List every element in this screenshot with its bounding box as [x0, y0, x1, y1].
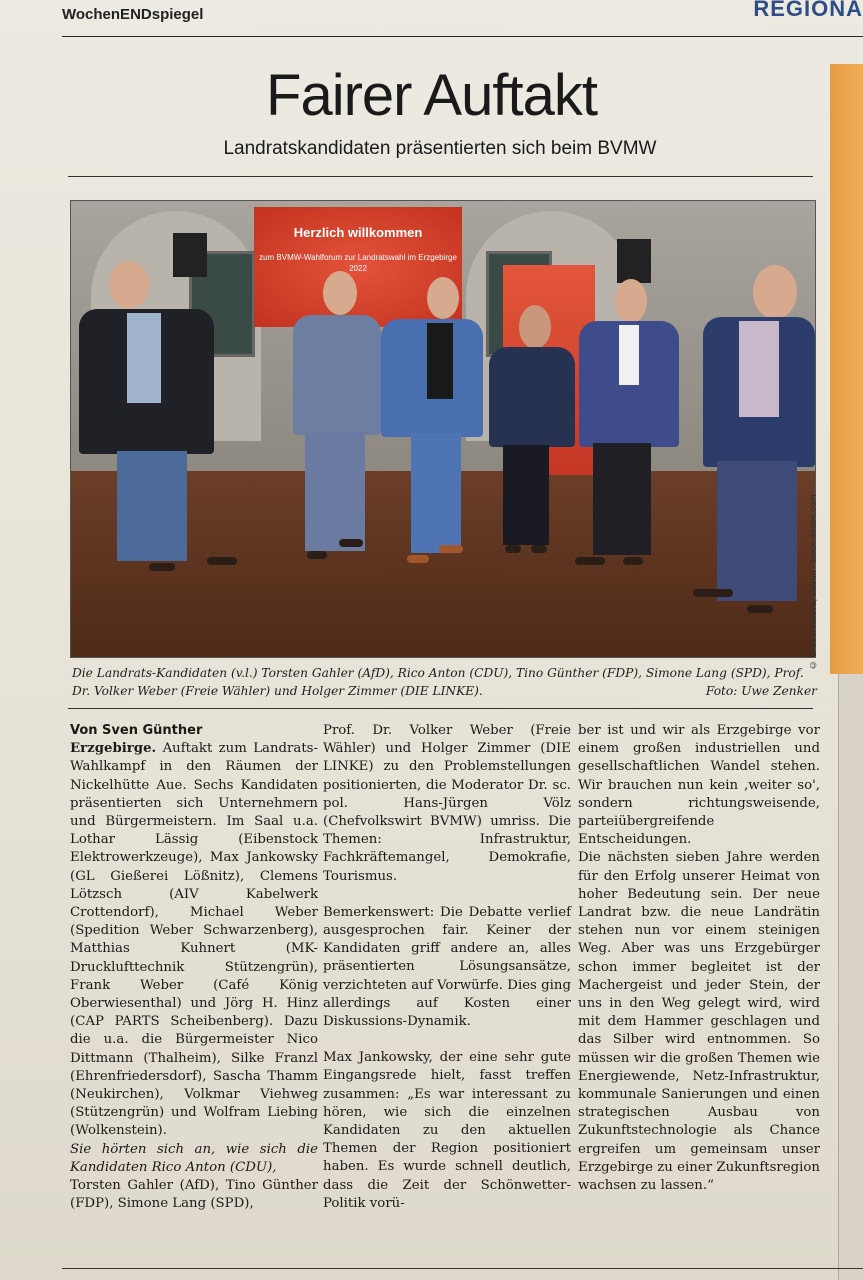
bottom-rule — [62, 1268, 863, 1269]
photo-credit: Foto: Uwe Zenker — [705, 684, 817, 698]
article-paragraph: Prof. Dr. Volker Weber (Freie Wähler) und Holger Zimmer (DIE LINKE) zu den Problemstellungen positionierten, die Moderator Dr. sc. pol. Hans-Jürgen Völz (Chefvolkswirt BVMW) umriss. Die Themen: Infrastruktur, Fachkräftemangel, Demokrafie, Tourismus. — [323, 723, 571, 884]
headline-rule — [68, 176, 813, 177]
article-column-3 — [578, 722, 820, 1195]
page-edge — [838, 674, 863, 1280]
article-paragraph: Bemerkenswert: Die Debatte verlief ausgesprochen fair. Keiner der Kandidaten griff andere an, alles präsentierten Lösungsansätze, verzichteten auf Vorwürfe. Dies ging allerdings auf Kosten einer Diskussions-Dynamik. — [323, 904, 571, 1030]
loudspeaker — [173, 233, 207, 277]
article-paragraph: Die nächsten sieben Jahre werden für den Erfolg unserer Heimat von hoher Bedeutung sein. Der neue Landrat bzw. die neue Landrätin stehen nun vor einem steinigen Weg. Aber was uns Erzgebürger schon immer begleitet ist der Machergeist und jeder Stein, der uns in den Weg gelegt wird, wird mit dem Hammer geschlagen und das Silber wird entnommen. So müssen wir die großen Themen wie Energiewende, Netz-Infrastruktur, kommunale Sanierungen und einen strategischen Ausbau von Zukunftstechnologie als Chance ergreifen um gemeinsam unser Erzgebirge zu einer Zukunftsregion wachsen zu lassen.“ — [578, 850, 820, 1194]
byline: Von Sven Günther — [70, 723, 203, 738]
photo-caption — [72, 664, 817, 700]
article-headline: Fairer Auftakt — [266, 63, 597, 128]
article-paragraph: ber ist und wir als Erzgebirge vor einem großen industriellen und gesellschaftlichen Wandel stehen. Wir brauchen nun kein ‚weiter so', sondern richtungsweisende, parteiübergreifende Entscheidungen. — [578, 723, 820, 848]
page-header — [62, 0, 863, 37]
article-paragraph: Sie hörten sich an, wie sich die Kandidaten Rico Anton (CDU), — [70, 1141, 318, 1175]
loudspeaker — [617, 239, 651, 283]
screen-title: Herzlich willkommen — [293, 225, 423, 240]
paragraph-gap — [323, 886, 571, 904]
article-photo — [70, 200, 816, 658]
screen-text: zum BVMW-Wahlforum zur Landratswahl im Erzgebirge 2022 — [259, 253, 457, 273]
masthead: WochenENDspiegel — [62, 6, 204, 23]
paragraph-text: Auftakt zum Landrats-Wahlkampf in den Räumen der Nickelhütte Aue. Sechs Kandidaten präsentierten sich Unternehmern und Bürgermeistern. Im Saal u.a. Lothar Lässig (Eibenstock Elektrowerkzeuge), Max Jankowsky (GL Gießerei Lößnitz), Clemens Lötzsch (AIV Kabelwerk Crottendorf), Michael Weber (Spedition Weber Schwarzenberg), Matthias Kuhnert (MK-Drucklufttechnik Stützengrün), Frank Weber (Café König Oberwiesenthal) und Jörg H. Hinz (CAP PARTS Scheibenberg). Dazu die u.a. die Bürgermeister Nico Dittmann (Thalheim), Silke Franzl (Ehrenfriedersdorf), Sascha Thamm (Neukirchen), Volkmar Viehweg (Stützengrün) und Wolfram Liebing (Wolkenstein). — [70, 741, 318, 1139]
article-paragraph: Max Jankowsky, der eine sehr gute Eingangsrede hielt, fasst treffen zusammen: „Es war interessant zu hören, wie sich die einzelnen Kandidaten zu den aktuellen Themen der Region positioniert haben. Es wurde schnell deutlich, dass die Zeit der Schönwetter-Politik vorü- — [323, 1050, 571, 1211]
article-paragraph — [70, 740, 318, 1140]
paragraph-gap — [323, 1031, 571, 1049]
stock-photo-credit: © Grebennikova, slavun - stock.adobe.com — [808, 494, 818, 670]
article-subheadline: Landratskandidaten präsentierten sich beim BVMW — [223, 138, 657, 159]
article-paragraph: Torsten Gahler (AfD), Tino Günther (FDP), Simone Lang (SPD), — [70, 1178, 318, 1212]
section-label: REGIONA — [753, 0, 863, 21]
caption-rule — [68, 708, 813, 709]
article-column-2 — [323, 722, 571, 1213]
caption-text: Die Landrats-Kandidaten (v.l.) Torsten Gahler (AfD), Rico Anton (CDU), Tino Günther (FDP), Simone Lang (SPD), Prof. Dr. Volker Weber (Freie Wähler) und Holger Zimmer (DIE LINKE). — [72, 666, 804, 698]
dateline: Erzgebirge. — [70, 741, 157, 757]
article-column-1 — [70, 722, 318, 1213]
